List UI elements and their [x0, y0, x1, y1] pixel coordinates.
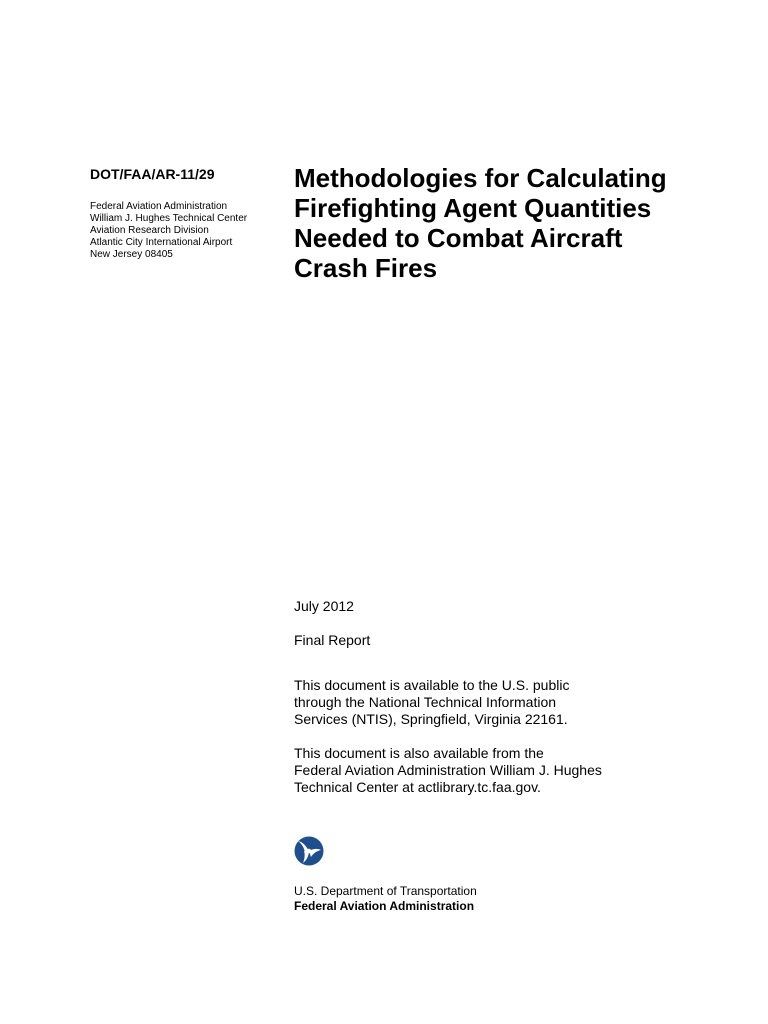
availability-line: Technical Center at actlibrary.tc.faa.gov. [294, 779, 541, 795]
availability-line: This document is available to the U.S. public [294, 677, 570, 693]
availability-notice-faa [294, 745, 734, 796]
title-line: Needed to Combat Aircraft [294, 223, 623, 253]
availability-line: through the National Technical Information [294, 694, 557, 710]
department-signature [294, 884, 477, 914]
report-info-column [90, 165, 280, 261]
dot-triskelion-icon [294, 836, 324, 866]
report-details [294, 598, 734, 796]
organization-line: Aviation Research Division [90, 225, 209, 236]
report-date: July 2012 [294, 598, 354, 614]
title-line: Crash Fires [294, 253, 438, 283]
organization-line: Federal Aviation Administration [90, 201, 228, 212]
organization-line: Atlantic City International Airport [90, 237, 233, 248]
title-line: Methodologies for Calculating [294, 163, 667, 193]
agency-name: Federal Aviation Administration [294, 899, 475, 913]
document-title [294, 163, 734, 283]
availability-notice-ntis [294, 677, 734, 728]
availability-line: Services (NTIS), Springfield, Virginia 22161. [294, 711, 568, 727]
organization-line: New Jersey 08405 [90, 249, 173, 260]
organization-address [90, 201, 280, 261]
availability-line: This document is also available from the [294, 745, 544, 761]
availability-line: Federal Aviation Administration William J. Hughes [294, 762, 602, 778]
title-line: Firefighting Agent Quantities [294, 193, 652, 223]
department-name: U.S. Department of Transportation [294, 884, 477, 898]
report-number: DOT/FAA/AR-11/29 [90, 166, 215, 182]
organization-line: William J. Hughes Technical Center [90, 213, 248, 224]
report-type: Final Report [294, 632, 371, 648]
